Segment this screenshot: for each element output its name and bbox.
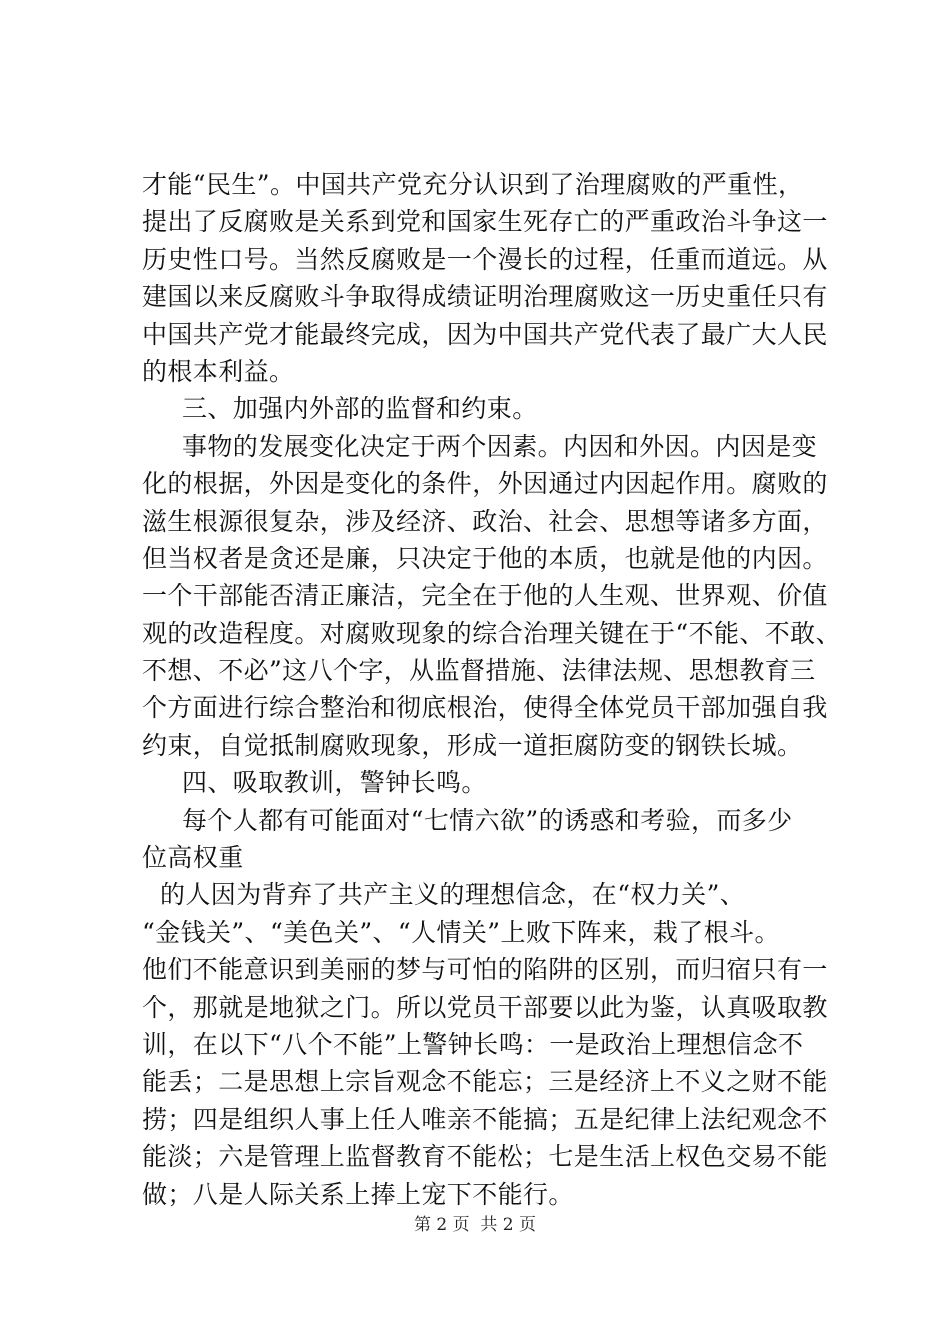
text-line: 他们不能意识到美丽的梦与可怕的陷阱的区别，而归宿只有一	[142, 955, 828, 985]
text-line: 滋生根源很复杂，涉及经济、政治、社会、思想等诸多方面，	[142, 506, 828, 536]
text-line: 历史性口号。当然反腐败是一个漫长的过程，任重而道远。从	[142, 244, 828, 274]
text-line: 做；八是人际关系上捧上宠下不能行。	[142, 1179, 574, 1209]
text-line: 训，在以下“八个不能”上警钟长鸣：一是政治上理想信念不	[142, 1029, 804, 1059]
text-line: 但当权者是贪还是廉，只决定于他的本质，也就是他的内因。	[142, 543, 828, 573]
page-footer	[0, 1214, 950, 1236]
text-line: 能丢；二是思想上宗旨观念不能忘；三是经济上不义之财不能	[142, 1067, 828, 1097]
section-heading: 三、加强内外部的监督和约束。	[182, 394, 538, 424]
section-heading: 四、吸取教训，警钟长鸣。	[182, 768, 487, 798]
text-line: 建国以来反腐败斗争取得成绩证明治理腐败这一历史重任只有	[142, 282, 828, 312]
text-line: 观的改造程度。对腐败现象的综合治理关键在于“不能、不敢、	[142, 618, 841, 648]
text-line: 不想、不必”这八个字，从监督措施、法律法规、思想教育三	[142, 656, 816, 686]
text-line: 的根本利益。	[142, 356, 295, 386]
text-line: 一个干部能否清正廉洁，完全在于他的人生观、世界观、价值	[142, 581, 828, 611]
text-line: 个，那就是地狱之门。所以党员干部要以此为鉴，认真吸取教	[142, 992, 828, 1022]
body-text	[142, 166, 842, 1213]
text-line: 化的根据，外因是变化的条件，外因通过内因起作用。腐败的	[142, 469, 828, 499]
text-line: 事物的发展变化决定于两个因素。内因和外因。内因是变	[182, 431, 818, 461]
page-number-label: 第 2 页 共 2 页	[413, 1215, 537, 1235]
text-line: 才能“民生”。中国共产党充分认识到了治理腐败的严重性，	[142, 170, 804, 199]
text-line: 约束，自觉抵制腐败现象，形成一道拒腐防变的钢铁长城。	[142, 730, 803, 760]
text-line: 的人因为背弃了共产主义的理想信念，在“权力关”、	[160, 880, 746, 910]
text-line: 位高权重	[142, 843, 244, 873]
text-line: “金钱关”、“美色关”、“人情关”上败下阵来，栽了根斗。	[142, 917, 780, 947]
text-line: 捞；四是组织人事上任人唯亲不能搞；五是纪律上法纪观念不	[142, 1104, 828, 1134]
text-line: 提出了反腐败是关系到党和国家生死存亡的严重政治斗争这一	[142, 207, 828, 237]
text-line: 能淡；六是管理上监督教育不能松；七是生活上权色交易不能	[142, 1142, 828, 1172]
text-line: 个方面进行综合整治和彻底根治，使得全体党员干部加强自我	[142, 693, 828, 723]
text-line: 每个人都有可能面对“七情六欲”的诱惑和考验，而多少	[182, 805, 793, 835]
text-line: 中国共产党才能最终完成，因为中国共产党代表了最广大人民	[142, 319, 828, 349]
